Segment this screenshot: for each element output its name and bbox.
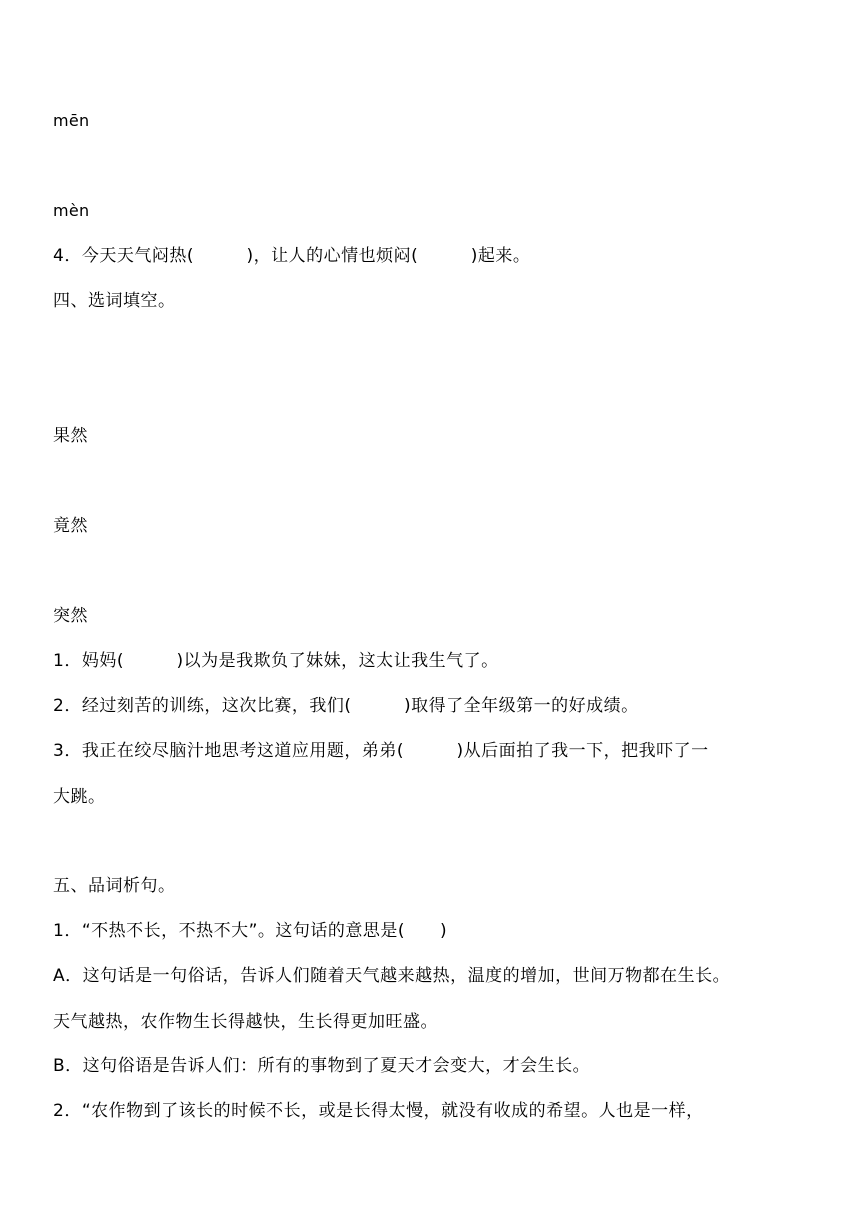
word-option-jingran: 竟然 (53, 516, 88, 536)
section-5-heading: 五、品词析句。 (53, 876, 176, 896)
question-4-3-line-1: 3．我正在绞尽脑汁地思考这道应用题，弟弟( )从后面拍了我一下，把我吓了一 (53, 741, 709, 761)
word-option-guoran: 果然 (53, 426, 88, 446)
option-a-line-1: A．这句话是一句俗话，告诉人们随着天气越来越热，温度的增加，世间万物都在生长。 (53, 966, 731, 986)
option-a-line-2: 天气越热，农作物生长得越快，生长得更加旺盛。 (53, 1012, 438, 1032)
section-4-heading: 四、选词填空。 (53, 291, 176, 311)
question-3-4: 4．今天天气闷热( )，让人的心情也烦闷( )起来。 (53, 246, 531, 266)
question-4-2: 2．经过刻苦的训练，这次比赛，我们( )取得了全年级第一的好成绩。 (53, 696, 639, 716)
pinyin-men-first-tone: mēn (53, 111, 90, 130)
option-b: B．这句俗语是告诉人们：所有的事物到了夏天才会变大，才会生长。 (53, 1056, 591, 1076)
question-5-1: 1．“不热不长，不热不大”。这句话的意思是( ) (53, 921, 448, 941)
pinyin-men-fourth-tone: mèn (53, 201, 90, 220)
question-4-3-line-2: 大跳。 (53, 787, 106, 807)
question-4-1: 1．妈妈( )以为是我欺负了妹妹，这太让我生气了。 (53, 651, 499, 671)
question-5-2-line-1: 2．“农作物到了该长的时候不长，或是长得太慢，就没有收成的希望。人也是一样， (53, 1101, 704, 1121)
word-option-turan: 突然 (53, 606, 88, 626)
